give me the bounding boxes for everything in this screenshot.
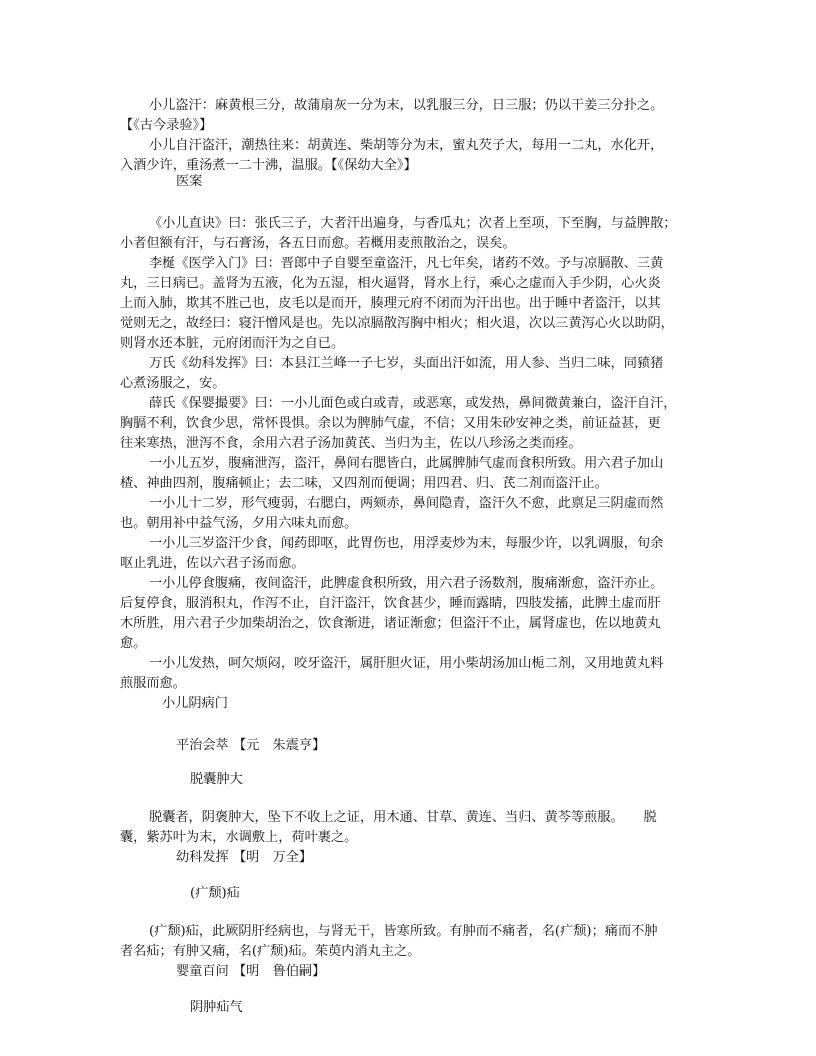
paragraph-line: 胸膈不利，饮食少思，常怀畏惧。余以为脾肺气虚，不信；又用朱砂安神之类，前证益甚，更	[120, 416, 661, 431]
paragraph-line: 小儿自汗盗汗，潮热往来：胡黄连、柴胡等分为末，蜜丸芡子大，每用一二丸，水化开，	[149, 138, 664, 153]
paragraph-line: 心煮汤服之，安。	[120, 376, 226, 391]
subsection-heading: 脱囊肿大	[190, 772, 243, 787]
paragraph-line: 小者但额有汗，与石膏汤，各五日而愈。若概用麦煎散治之，误矣。	[120, 236, 516, 251]
paragraph-line: 一小儿五岁，腹痛泄泻，盗汗，鼻间右腮皆白，此属脾肺气虚而食积所致。用六君子加山	[149, 456, 664, 471]
paragraph-line: 小儿盗汗：麻黄根三分，故蒲扇灰一分为末，以乳服三分，日三服；仍以干姜三分扑之。	[149, 98, 664, 113]
paragraph-line: 入酒少许，重汤煮一二十沸，温服。【《保幼大全》】	[120, 158, 417, 173]
source-heading: 幼科发挥 【明 万全】	[176, 850, 313, 865]
section-heading: 小儿阴病门	[162, 696, 228, 711]
paragraph-line: 囊，紫苏叶为末，水调敷上，荷叶裹之。	[120, 830, 358, 845]
paragraph-line: 往来寒热，泄泻不食，余用六君子汤加黄芪、当归为主，佐以八珍汤之类而痊。	[120, 436, 582, 451]
paragraph-line: 薛氏《保婴撮要》曰：一小儿面色或白或青，或恶寒，或发热，鼻间微黄兼白，盗汗自汗，	[149, 396, 677, 411]
paragraph-line: 《小儿直诀》曰：张氏三子，大者汗出遍身，与香瓜丸；次者上至项，下至胸，与益脾散；	[149, 216, 677, 231]
paragraph-line: 煎服而愈。	[120, 676, 186, 691]
citation: 【《古今录验》】	[120, 118, 213, 133]
paragraph-line: 丸，三日病已。盖肾为五液，化为五湿，相火逼肾，肾水上行，乘心之虚而入手少阴，心火炎	[120, 276, 661, 291]
paragraph-line: 上而入肺，欺其不胜己也，皮毛以是而开，腠理元府不闭而为汗出也。出于睡中者盗汗，以其	[120, 296, 661, 311]
paragraph-line: 者名疝；有肿又痛，名(疒颓)疝。茱萸内消丸主之。	[120, 944, 421, 959]
paragraph-line: 一小儿十二岁，形气瘦弱，右腮白，两颏赤，鼻间隐青，盗汗久不愈，此禀足三阴虚而然	[149, 496, 664, 511]
subsection-heading: 阴肿疝气	[190, 1000, 243, 1015]
source-heading: 平治会萃 【元 朱震亨】	[176, 738, 326, 753]
paragraph-line: 觉则无之，故经曰：寝汗憎风是也。先以凉膈散泻胸中相火；相火退，次以三黄泻心火以助阴，	[120, 316, 674, 331]
paragraph-line: 李梴《医学入门》曰：晋郎中子自婴至童盗汗，凡七年矣，诸药不效。予与凉膈散、三黄	[149, 256, 664, 271]
paragraph-line: 也。朝用补中益气汤，夕用六味丸而愈。	[120, 516, 358, 531]
paragraph-line: 脱囊者，阴褒肿大，坠下不收上之证，用木通、甘草、黄连、当归、黄芩等煎服。 脱	[149, 810, 657, 825]
paragraph-line: 愈。	[120, 636, 147, 651]
paragraph-line: 呕止乳进，佐以六君子汤而愈。	[120, 556, 305, 571]
paragraph-line: 一小儿三岁盗汗少食，闻药即呕，此胃伤也，用浮麦炒为末，每服少许，以乳调服，旬余	[149, 536, 664, 551]
paragraph-line: 一小儿发热，呵欠烦闷，咬牙盗汗，属肝胆火证，用小柴胡汤加山栀二剂，又用地黄丸料	[149, 656, 664, 671]
paragraph-line: (疒颓)疝，此厥阴肝经病也，与肾无干，皆寒所致。有肿而不痛者，名(疒颓)；痛而不肿	[149, 924, 658, 939]
source-heading: 婴童百问 【明 鲁伯嗣】	[176, 964, 326, 979]
paragraph-line: 一小儿停食腹痛，夜间盗汗，此脾虚食积所致，用六君子汤数剂，腹痛渐愈，盗汗亦止。	[149, 576, 664, 591]
paragraph-line: 万氏《幼科发挥》曰：本县江兰峰一子七岁，头面出汗如流，用人参、当归二味，同豮猪	[149, 356, 664, 371]
paragraph-line: 后复停食，服消积丸，作泻不止，自汗盗汗，饮食甚少，睡而露睛，四肢发搐，此脾土虚而肝	[120, 596, 661, 611]
section-heading: 医案	[176, 174, 203, 189]
subsection-heading: (疒颓)疝	[190, 886, 240, 901]
paragraph-line: 则肾水还本脏，元府闭而汗为之自已。	[120, 336, 345, 351]
paragraph-line: 楂、神曲四剂，腹痛顿止；去二味，又四剂而便调；用四君、归、芪二剂而盗汗止。	[120, 476, 608, 491]
paragraph-line: 木所胜，用六君子少加柴胡治之，饮食渐进，诸证渐愈；但盗汗不止，属肾虚也，佐以地黄丸	[120, 616, 661, 631]
